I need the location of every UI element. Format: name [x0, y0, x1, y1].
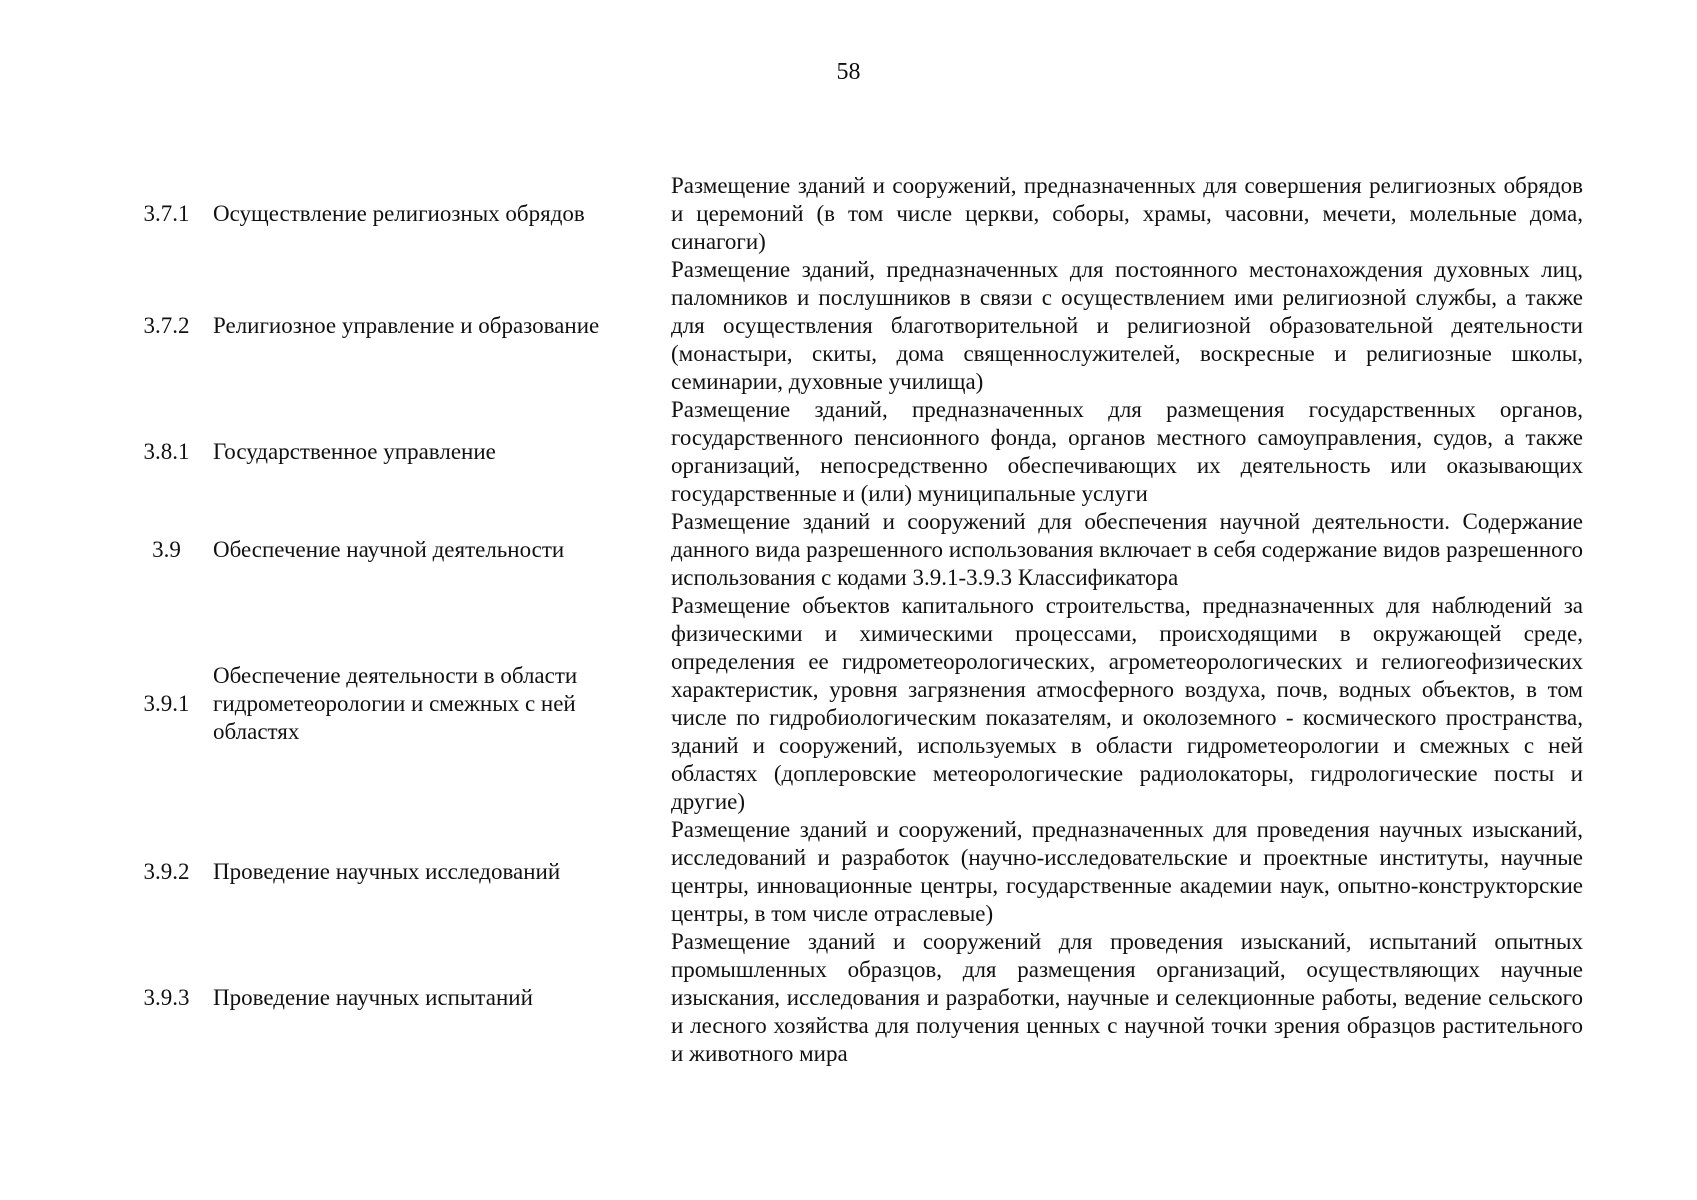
- row-code: 3.9.3: [143, 985, 190, 1010]
- table-row: [130, 256, 1592, 396]
- row-name: Обеспечение научной деятельности: [213, 537, 565, 562]
- row-name: Государственное управление: [213, 439, 496, 464]
- table-row: [130, 172, 1592, 256]
- table-row: [130, 928, 1592, 1068]
- row-code: 3.7.1: [143, 201, 190, 226]
- row-code: 3.9.2: [143, 859, 190, 884]
- row-description: Размещение зданий и сооружений для обеспечения научной деятельности. Содержание данного вида разрешенного использования включает в себя содержание видов разрешенного использования с кодами 3.9.1-3.9.3 Классификатора: [671, 509, 1583, 590]
- table-row: [130, 816, 1592, 928]
- row-name: Проведение научных исследований: [213, 859, 561, 884]
- row-description: Размещение зданий, предназначенных для размещения государственных органов, государственного пенсионного фонда, органов местного самоуправления, судов, а также организаций, непосредственно обеспечивающих их деятельность или оказывающих государственные и (или) муниципальные услуги: [671, 397, 1583, 506]
- row-name: Осуществление религиозных обрядов: [213, 201, 585, 226]
- row-code: 3.9.1: [143, 691, 190, 716]
- row-description: Размещение зданий, предназначенных для постоянного местонахождения духовных лиц, паломников и послушников в связи с осуществлением ими религиозной службы, а также для осуществления благотворительной и религиозной образовательной деятельности (монастыри, скиты, дома священнослужителей, воскресные и религиозные школы, семинарии, духовные училища): [671, 257, 1583, 394]
- row-code: 3.7.2: [143, 313, 190, 338]
- row-name: Религиозное управление и образование: [213, 313, 600, 338]
- page-number: 58: [836, 59, 861, 85]
- row-description: Размещение зданий и сооружений, предназначенных для проведения научных изысканий, исследований и разработок (научно-исследовательские и проектные институты, научные центры, инновационные центры, государственные академии наук, опытно-конструкторские центры, в том числе отраслевые): [671, 817, 1583, 926]
- table-row: [130, 592, 1592, 816]
- row-code: 3.9: [152, 537, 181, 562]
- row-description: Размещение зданий и сооружений для проведения изысканий, испытаний опытных промышленных образцов, для размещения организаций, осуществляющих научные изыскания, исследования и разработки, научные и селекционные работы, ведение сельского и лесного хозяйства для получения ценных с научной точки зрения образцов растительного и животного мира: [671, 929, 1583, 1066]
- row-name: Проведение научных испытаний: [213, 985, 533, 1010]
- row-code: 3.8.1: [143, 439, 190, 464]
- row-description: Размещение зданий и сооружений, предназначенных для совершения религиозных обрядов и церемоний (в том числе церкви, соборы, храмы, часовни, мечети, молельные дома, синагоги): [671, 173, 1583, 254]
- table-row: [130, 508, 1592, 592]
- row-name: Обеспечение деятельности в области гидрометеорологии и смежных с ней областях: [213, 663, 578, 744]
- land-use-classifier-table: [130, 172, 1592, 1068]
- table-row: [130, 396, 1592, 508]
- row-description: Размещение объектов капитального строительства, предназначенных для наблюдений за физическими и химическими процессами, происходящими в окружающей среде, определения ее гидрометеорологических, агрометеорологических и гелиогеофизических характеристик, уровня загрязнения атмосферного воздуха, почв, водных объектов, в том числе по гидробиологическим показателям, и околоземного - космического пространства, зданий и сооружений, используемых в области гидрометеорологии и смежных с ней областях (доплеровские метеорологические радиолокаторы, гидрологические посты и другие): [671, 593, 1583, 814]
